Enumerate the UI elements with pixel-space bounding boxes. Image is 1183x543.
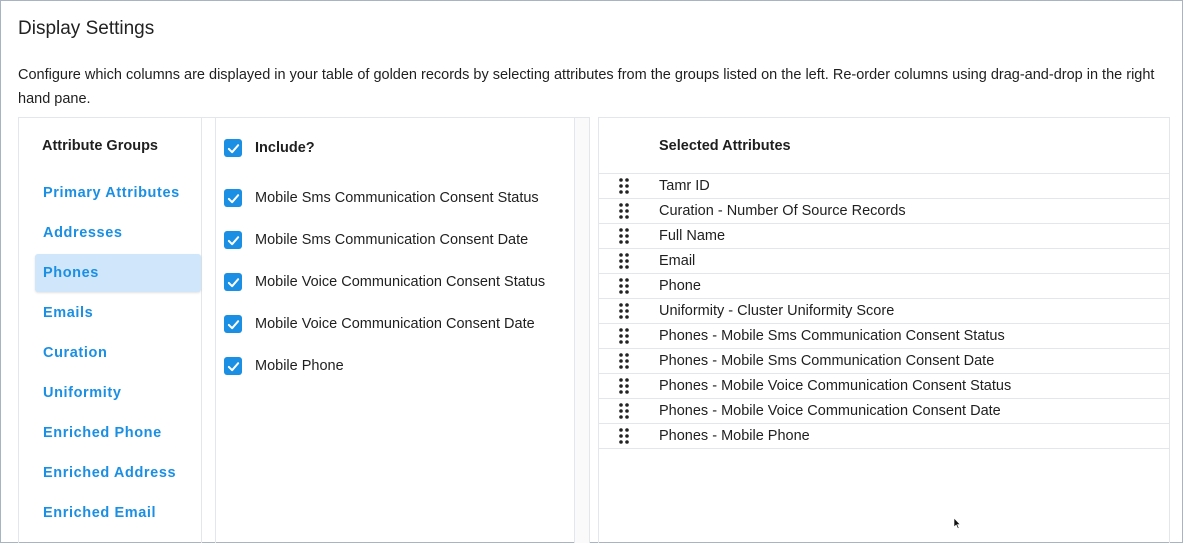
selected-attribute-row[interactable] (599, 299, 1169, 324)
group-item-curation[interactable]: Curation (43, 345, 108, 361)
drag-handle-icon[interactable] (599, 299, 659, 324)
page-title: Display Settings (18, 18, 155, 39)
drag-handle-icon[interactable] (599, 424, 659, 449)
include-label: Mobile Voice Communication Consent Status (255, 274, 546, 290)
selected-attribute-label: Phones - Mobile Voice Communication Consent Status (659, 378, 1012, 394)
selected-attributes-panel (598, 117, 1170, 543)
include-label: Mobile Voice Communication Consent Date (255, 316, 535, 332)
selected-attribute-row[interactable] (599, 199, 1169, 224)
selected-attribute-label: Full Name (659, 228, 726, 244)
selected-attribute-label: Phone (659, 278, 701, 294)
include-label: Mobile Phone (255, 358, 344, 374)
selected-attribute-label: Phones - Mobile Sms Communication Consent Status (659, 328, 1005, 344)
include-scrollbar[interactable] (575, 118, 589, 543)
selected-attributes-header: Selected Attributes (659, 138, 791, 154)
include-label: Mobile Sms Communication Consent Date (255, 232, 529, 248)
include-row (224, 271, 545, 293)
group-item-primary-attributes[interactable]: Primary Attributes (43, 185, 180, 201)
include-all-row (224, 137, 315, 159)
attribute-groups-column (19, 118, 202, 543)
drag-handle-icon[interactable] (599, 374, 659, 399)
selected-attribute-row[interactable] (599, 349, 1169, 374)
page-description: Configure which columns are displayed in your table of golden records by selecting attributes from the groups listed on the left. Re-order columns using drag-and-drop in the right hand pane. (18, 67, 1155, 107)
mouse-pointer-icon (953, 517, 961, 529)
check-icon (227, 360, 240, 373)
check-icon (227, 318, 240, 331)
selected-attribute-row[interactable] (599, 274, 1169, 299)
drag-handle-icon[interactable] (599, 174, 659, 199)
drag-handle-icon[interactable] (599, 199, 659, 224)
include-header-label: Include? (255, 140, 315, 156)
selected-attribute-row[interactable] (599, 424, 1169, 449)
include-label: Mobile Sms Communication Consent Status (255, 190, 539, 206)
group-item-enriched-address[interactable]: Enriched Address (43, 465, 177, 481)
include-checkbox[interactable] (224, 231, 242, 249)
selected-attribute-label: Email (659, 253, 696, 269)
include-checkbox[interactable] (224, 273, 242, 291)
selected-attribute-row[interactable] (599, 374, 1169, 399)
selected-attribute-row[interactable] (599, 174, 1169, 199)
selected-attribute-label: Phones - Mobile Phone (659, 428, 810, 444)
selected-attributes-list (599, 173, 1169, 449)
group-item-addresses[interactable]: Addresses (43, 225, 123, 241)
include-row (224, 187, 539, 209)
check-icon (227, 276, 240, 289)
drag-handle-icon[interactable] (599, 224, 659, 249)
selected-attribute-label: Phones - Mobile Sms Communication Consent Date (659, 353, 995, 369)
group-item-uniformity[interactable]: Uniformity (43, 385, 122, 401)
group-item-emails[interactable]: Emails (43, 305, 94, 321)
include-checkbox[interactable] (224, 315, 242, 333)
selected-attribute-label: Tamr ID (659, 178, 710, 194)
include-row (224, 355, 344, 377)
group-item-phones[interactable]: Phones (35, 254, 201, 292)
drag-handle-icon[interactable] (599, 399, 659, 424)
selected-attribute-row[interactable] (599, 224, 1169, 249)
include-all-checkbox[interactable] (224, 139, 242, 157)
selected-attribute-label: Uniformity - Cluster Uniformity Score (659, 303, 895, 319)
check-icon (227, 142, 240, 155)
selected-attribute-label: Curation - Number Of Source Records (659, 203, 906, 219)
check-icon (227, 192, 240, 205)
group-item-enriched-email[interactable]: Enriched Email (43, 505, 157, 521)
attribute-picker-panel (18, 117, 590, 543)
include-row (224, 313, 535, 335)
group-item-enriched-phone[interactable]: Enriched Phone (43, 425, 162, 441)
selected-attribute-row[interactable] (599, 324, 1169, 349)
include-checkbox[interactable] (224, 189, 242, 207)
drag-handle-icon[interactable] (599, 274, 659, 299)
include-attributes-column (215, 118, 575, 543)
selected-attribute-label: Phones - Mobile Voice Communication Consent Date (659, 403, 1001, 419)
drag-handle-icon[interactable] (599, 349, 659, 374)
include-checkbox[interactable] (224, 357, 242, 375)
include-row (224, 229, 528, 251)
drag-handle-icon[interactable] (599, 324, 659, 349)
attribute-groups-header: Attribute Groups (42, 138, 158, 154)
check-icon (227, 234, 240, 247)
selected-attribute-row[interactable] (599, 249, 1169, 274)
drag-handle-icon[interactable] (599, 249, 659, 274)
selected-attribute-row[interactable] (599, 399, 1169, 424)
